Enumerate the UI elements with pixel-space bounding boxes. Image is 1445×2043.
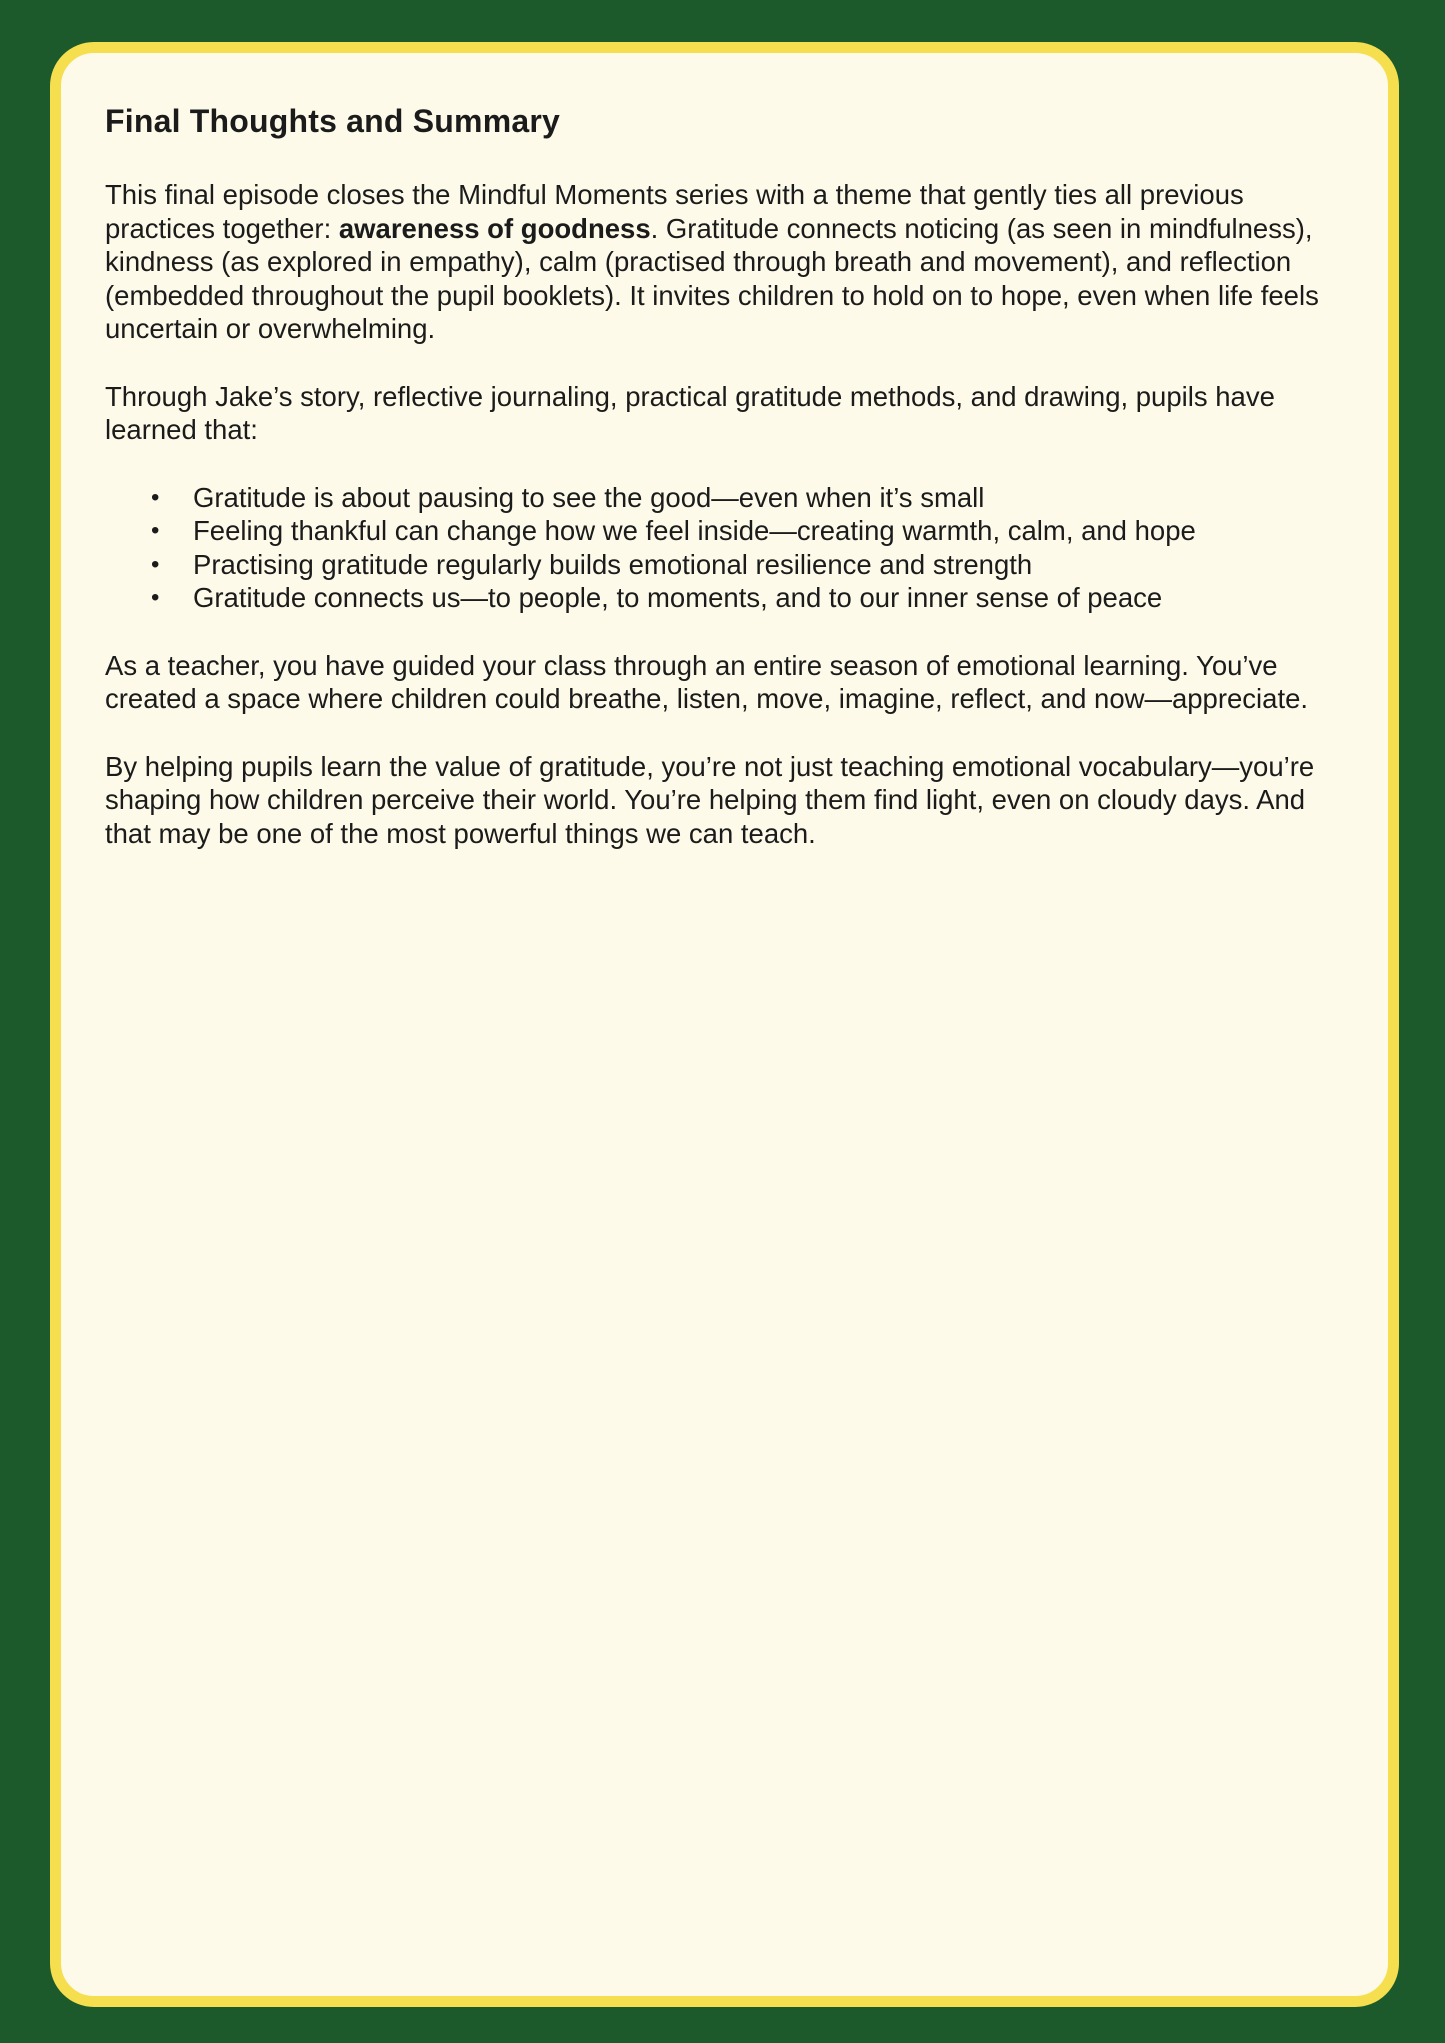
list-item (105, 481, 1350, 515)
bullet-icon: • (151, 517, 160, 544)
list-item-text: Gratitude is about pausing to see the good—even when it’s small (193, 481, 985, 513)
list-item-text: Practising gratitude regularly builds emotional resilience and strength (193, 548, 1033, 580)
list-item (105, 548, 1350, 582)
intro-text-end: . Gratitude connects noticing (as seen in mindfulness), kindness (as explored in empathy), calm (practised through breath and movement), and reflection (embedded throughout the pupil booklets). It invites children to hold on to hope, even when life feels uncertain or overwhelming. (105, 212, 1319, 344)
page-title: Final Thoughts and Summary (105, 103, 561, 139)
list-item (105, 581, 1350, 615)
intro-paragraph (105, 178, 1350, 346)
bullet-icon: • (151, 550, 160, 578)
teacher-paragraph: As a teacher, you have guided your class through an entire season of emotional learning. You’ve created a space where children could breathe, listen, move, imagine, reflect, and now—appreciate. (105, 649, 1309, 714)
bullet-icon: • (151, 483, 160, 511)
bullet-icon: • (151, 584, 160, 611)
intro-emphasis: awareness of goodness (338, 212, 651, 244)
list-item-text: Feeling thankful can change how we feel inside—creating warmth, calm, and hope (193, 515, 1196, 546)
list-item-text: Gratitude connects us—to people, to moments, and to our inner sense of peace (193, 582, 1163, 613)
document-content (105, 100, 1350, 884)
learned-intro-paragraph: Through Jake’s story, reflective journaling, practical gratitude methods, and drawing, pupils have learned that: (105, 380, 1275, 445)
list-item (105, 514, 1350, 548)
learning-bullet-list (105, 481, 1350, 615)
closing-paragraph: By helping pupils learn the value of gratitude, you’re not just teaching emotional vocabulary—you’re shaping how children perceive their world. You’re helping them find light, even on cloudy days. And that may be one of the most powerful things we can teach. (105, 750, 1315, 849)
intro-text-start: This final episode closes the Mindful Moments series with a theme that gently ties all previous practices together: (105, 179, 1244, 244)
